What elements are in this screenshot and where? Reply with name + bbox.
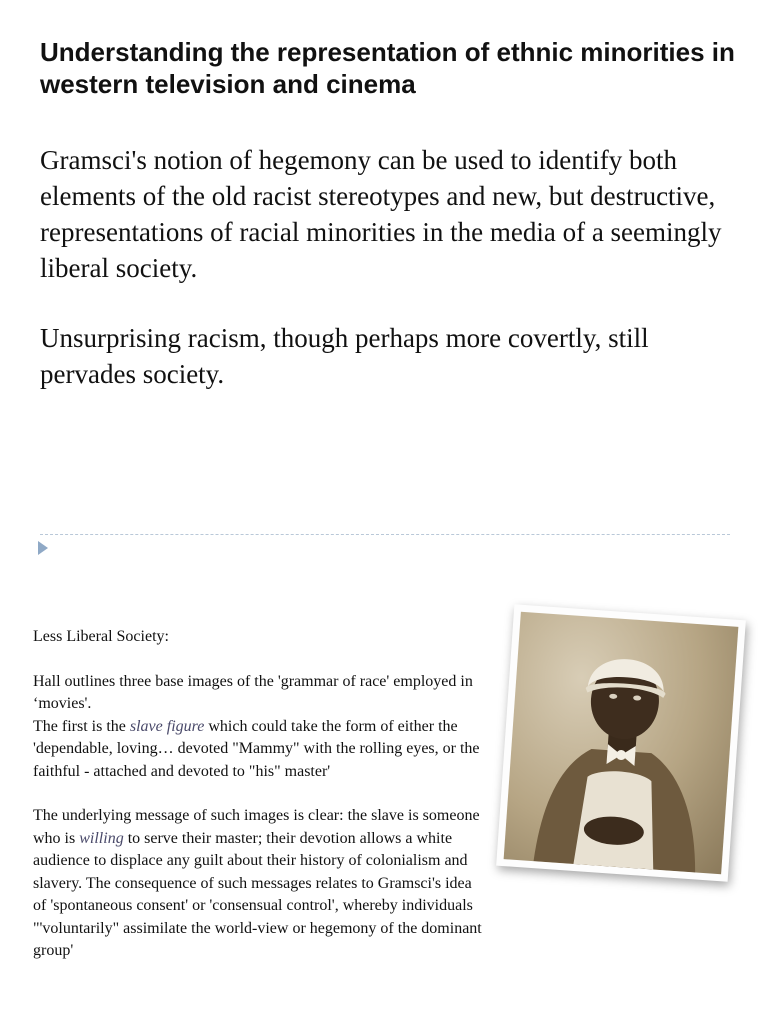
underlying-message-text xyxy=(33,805,483,963)
slide-divider xyxy=(40,534,730,535)
willing-emphasis: willing xyxy=(79,829,124,847)
message-post: to serve their master; their devotion allows a white audience to displace any guilt about their history of colonialism and slavery. The consequence of such messages relates to Gramsci's idea of 'spontaneous consent' or 'consensual control', whereby individuals "'voluntarily" assimilate the world-view or hegemony of the dominant group' xyxy=(33,829,482,959)
message-pre: The underlying message of such images is clear: the slave is someone who is xyxy=(33,807,480,847)
slide-title: Understanding the representation of ethnic minorities in western television and cinema xyxy=(40,37,735,99)
slave-figure-post: which could take the form of either the 'dependable, loving… devoted "Mammy" with the rolling eyes, or the faithful - attached and devoted to "his" master' xyxy=(33,717,480,780)
slave-figure-emphasis: slave figure xyxy=(129,717,205,735)
hall-intro-text: Hall outlines three base images of the 'grammar of race' employed in ‘movies'. xyxy=(33,672,473,712)
section-heading: Less Liberal Society: xyxy=(33,628,169,645)
portrait-illustration xyxy=(504,612,739,875)
intro-paragraph: Gramsci's notion of hegemony can be used to identify both elements of the old racist stereotypes and new, but destructive, representations of racial minorities in the media of a seemingly liberal society. xyxy=(40,145,722,283)
portrait-photo xyxy=(504,612,739,875)
triangle-bullet-icon xyxy=(38,541,48,555)
body-text xyxy=(33,626,483,963)
portrait-photo-frame xyxy=(496,604,746,882)
slave-figure-text xyxy=(33,716,483,784)
racism-paragraph: Unsurprising racism, though perhaps more covertly, still pervades society. xyxy=(40,323,649,389)
slave-figure-pre: The first is the xyxy=(33,717,130,735)
